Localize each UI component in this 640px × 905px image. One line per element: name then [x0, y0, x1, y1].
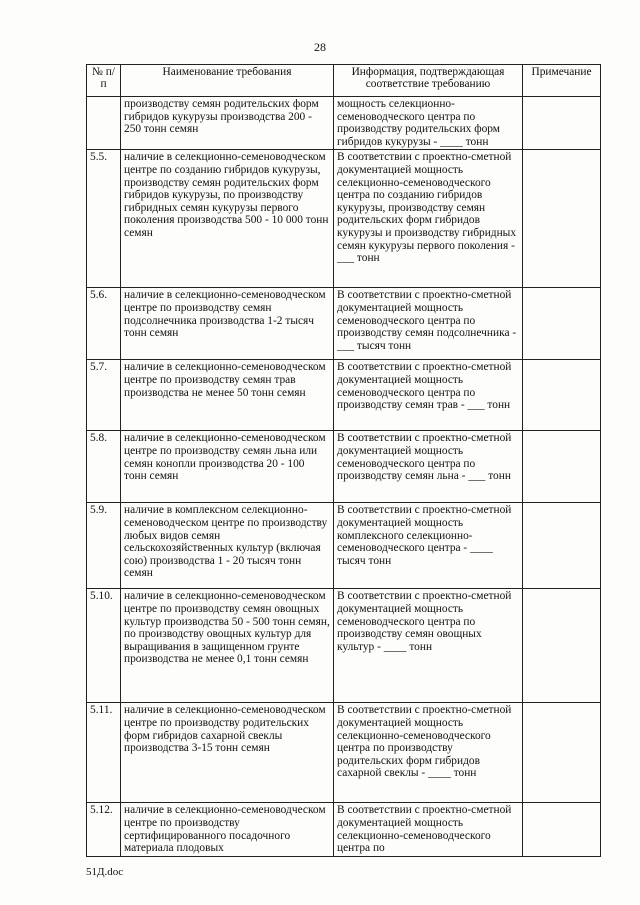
cell-note [523, 703, 601, 803]
cell-info: В соответствии с проектно-сметной документацией мощность селекционно-семеноводческого центра по [334, 803, 523, 857]
table-row [87, 150, 601, 288]
cell-num: 5.12. [87, 803, 121, 857]
header-note: Примечание [523, 65, 601, 97]
cell-name: наличие в селекционно-семеноводческом центре по производству семян подсолнечника производства 1-2 тысяч тонн семян [121, 288, 334, 360]
file-name-footer: 51Д.doc [86, 866, 124, 878]
table-row [87, 589, 601, 703]
page-number: 28 [314, 40, 326, 54]
cell-num: 5.11. [87, 703, 121, 803]
cell-num: 5.9. [87, 503, 121, 589]
cell-num: 5.7. [87, 360, 121, 431]
cell-note [523, 97, 601, 150]
cell-note [523, 150, 601, 288]
cell-info: В соответствии с проектно-сметной документацией мощность семеноводческого центра по производству семян подсолнечника - ___ тысяч тонн [334, 288, 523, 360]
table-row [87, 288, 601, 360]
table-row [87, 503, 601, 589]
cell-num: 5.5. [87, 150, 121, 288]
table-row-continuation [87, 97, 601, 150]
cell-note [523, 360, 601, 431]
table-row [87, 360, 601, 431]
cell-name: наличие в селекционно-семеноводческом центре по производству семян овощных культур производства 50 - 500 тонн семян, по производству овощных культур для выращивания в защищенном грунте производства не менее 0,1 тонн семян [121, 589, 334, 703]
cell-note [523, 288, 601, 360]
cell-name: наличие в комплексном селекционно-семеноводческом центре по производству любых видов семян сельскохозяйственных культур (включая сою) производства 1 - 20 тысяч тонн семян [121, 503, 334, 589]
cell-name: наличие в селекционно-семеноводческом центре по производству семян льна или семян конопли производства 20 - 100 тонн семян [121, 431, 334, 503]
cell-note [523, 503, 601, 589]
cell-name: наличие в селекционно-семеноводческом центре по производству сертифицированного посадочного материала плодовых [121, 803, 334, 857]
cell-num: 5.6. [87, 288, 121, 360]
cell-name: производству семян родительских форм гибридов кукурузы производства 200 - 250 тонн семян [121, 97, 334, 150]
cell-name: наличие в селекционно-семеноводческом центре по созданию гибридов кукурузы, производству семян родительских форм гибридов кукурузы, по производству гибридных семян кукурузы первого поколения производства 500 - 10 000 тонн семян [121, 150, 334, 288]
table-row [87, 803, 601, 857]
cell-info: мощность селекционно-семеноводческого центра по производству родительских форм гибридов кукурузы - ____ тонн [334, 97, 523, 150]
cell-note [523, 431, 601, 503]
cell-info: В соответствии с проектно-сметной документацией мощность семеноводческого центра по производству семян трав - ___ тонн [334, 360, 523, 431]
table-row [87, 703, 601, 803]
cell-note [523, 803, 601, 857]
header-num: № п/п [87, 65, 121, 97]
cell-info: В соответствии с проектно-сметной документацией мощность селекционно-семеноводческого центра по производству родительских форм гибридов сахарной свеклы - ____ тонн [334, 703, 523, 803]
table-header-row [87, 65, 601, 97]
cell-info: В соответствии с проектно-сметной документацией мощность семеноводческого центра по производству семян льна - ___ тонн [334, 431, 523, 503]
cell-note [523, 589, 601, 703]
header-info: Информация, подтверждающая соответствие требованию [334, 65, 523, 97]
cell-info: В соответствии с проектно-сметной документацией мощность комплексного селекционно-семеноводческого центра - ____ тысяч тонн [334, 503, 523, 589]
header-name: Наименование требования [121, 65, 334, 97]
cell-info: В соответствии с проектно-сметной документацией мощность семеноводческого центра по производству семян овощных культур - ____ тонн [334, 589, 523, 703]
table-row [87, 431, 601, 503]
cell-num: 5.10. [87, 589, 121, 703]
cell-num [87, 97, 121, 150]
cell-info: В соответствии с проектно-сметной документацией мощность селекционно-семеноводческого центра по созданию гибридов кукурузы, производству семян родительских форм гибридов кукурузы и производству гибридных семян кукурузы первого поколения - ___ тонн [334, 150, 523, 288]
cell-num: 5.8. [87, 431, 121, 503]
cell-name: наличие в селекционно-семеноводческом центре по производству родительских форм гибридов сахарной свеклы производства 3-15 тонн семян [121, 703, 334, 803]
cell-name: наличие в селекционно-семеноводческом центре по производству семян трав производства не менее 50 тонн семян [121, 360, 334, 431]
requirements-table [86, 64, 601, 857]
